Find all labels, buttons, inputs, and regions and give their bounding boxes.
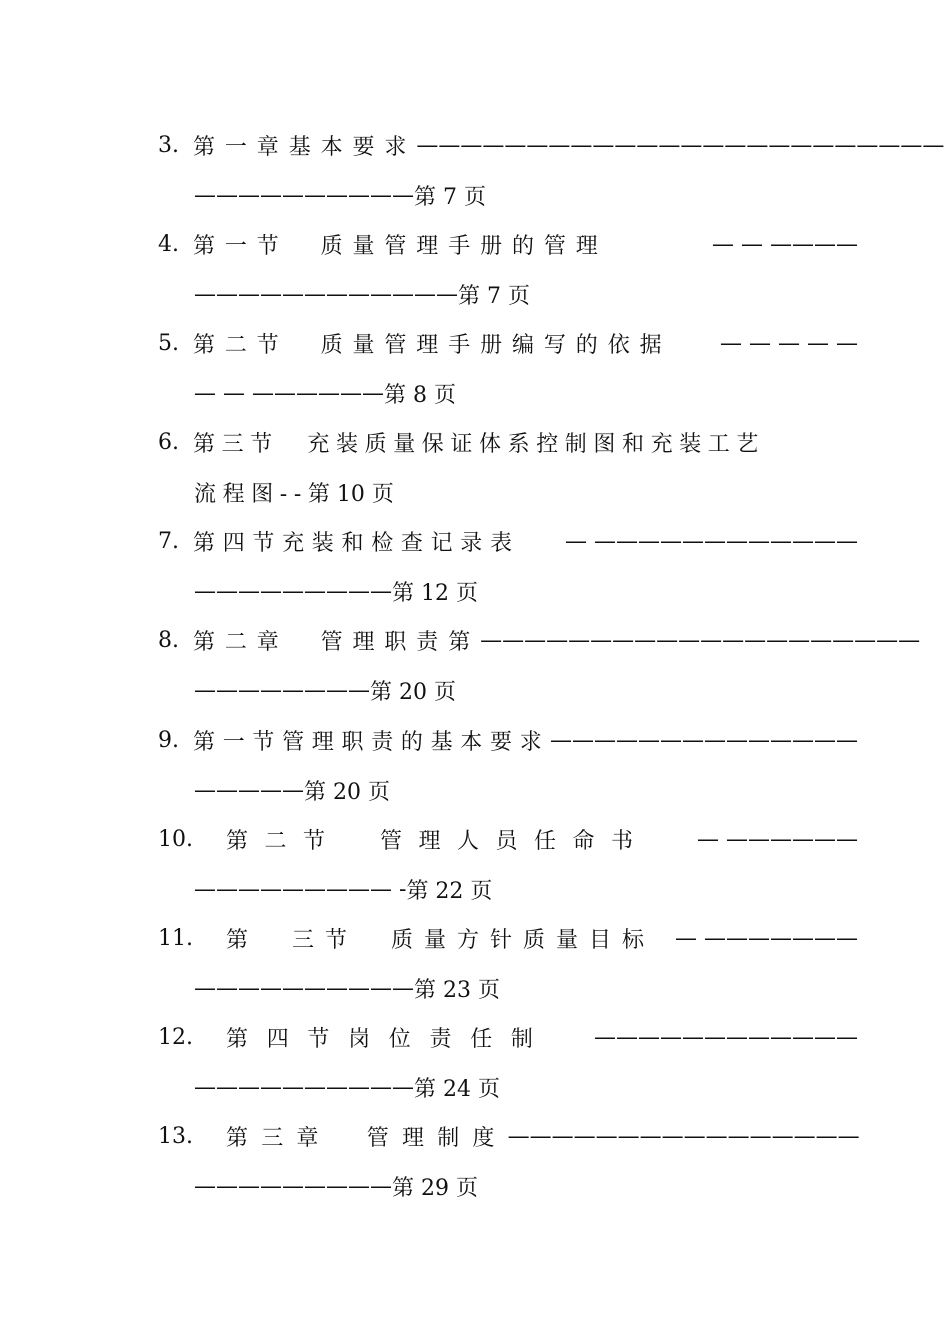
entry-title: 第四节充装和检查记录表: [193, 531, 520, 557]
toc-entry: [158, 919, 858, 1018]
entry-title: 第一节 质量管理手册的管理: [193, 233, 608, 259]
leader-line: ——————————————: [550, 727, 858, 753]
toc-entry: [158, 125, 945, 224]
page-reference: 第 12 页: [392, 581, 478, 607]
leader-line: — — — — —: [720, 330, 858, 356]
leader-line: ——————————: [194, 1075, 414, 1101]
page-reference: 第 7 页: [458, 283, 530, 309]
leader-line: — — ——————: [194, 380, 384, 406]
entry-title: 第三节 充装质量保证体系控制图和充装工艺: [193, 432, 766, 458]
leader-line: ————————: [194, 678, 370, 704]
leader-line: ————————————————————: [480, 628, 921, 654]
leader-line: —————————: [194, 1174, 392, 1200]
leader-line: ————————————————: [507, 1124, 860, 1150]
toc-entry: [158, 224, 858, 323]
toc-entry: [158, 323, 858, 422]
entry-number: 11.: [158, 926, 193, 951]
leader-line: ————————— -: [194, 876, 407, 902]
entry-number: 3.: [158, 132, 179, 158]
page-reference: 第 22 页: [406, 878, 493, 904]
leader-line: ——————————: [194, 976, 414, 1001]
entry-title: 第 三节 质量方针质量目标: [226, 928, 656, 953]
entry-number: 12.: [158, 1025, 193, 1051]
leader-line: — ————————————: [565, 529, 858, 555]
leader-line: — — ————: [712, 231, 858, 257]
toc-entry: [158, 621, 921, 720]
entry-number: 10.: [158, 826, 193, 852]
toc-entry: [158, 720, 858, 819]
leader-line: ————————————: [194, 281, 458, 307]
page-reference: 第 8 页: [384, 382, 456, 408]
page-reference: 第 7 页: [414, 184, 486, 210]
entry-number: 5.: [158, 330, 179, 356]
toc-entry: [158, 1018, 858, 1117]
entry-title: 第二章 管理职责第: [193, 630, 481, 656]
leader-line: — ——————: [697, 826, 858, 852]
page-reference: 第 10 页: [307, 482, 394, 508]
entry-number: 8.: [158, 628, 179, 654]
entry-number: 6.: [158, 430, 179, 456]
leader-line: ————————————: [594, 1025, 858, 1051]
entry-title: 第一节管理职责的基本要求: [193, 729, 550, 755]
page-reference: 第 20 页: [304, 779, 390, 805]
page-reference: 第 20 页: [370, 680, 456, 706]
page-reference: 第 23 页: [414, 978, 500, 1003]
entry-number: 13.: [158, 1124, 193, 1150]
entry-number: 4.: [158, 231, 179, 257]
leader-line: — ———————: [675, 926, 858, 951]
entry-title: 第一章基本要求: [193, 134, 417, 160]
entry-title: 第二节 质量管理手册编写的依据: [193, 332, 672, 358]
entry-title: 第三章 管理制度: [226, 1126, 508, 1152]
entry-title: 第二节 管理人员任命书: [226, 828, 650, 854]
toc-entry: [158, 423, 858, 522]
entry-title: 第四节岗位责任制: [226, 1027, 552, 1053]
leader-line: —————: [194, 777, 304, 803]
toc-entry: [158, 819, 858, 918]
leader-line: ————————————————————————: [416, 132, 945, 158]
entry-number: 7.: [158, 529, 179, 555]
page-reference: 第 24 页: [414, 1077, 500, 1103]
leader-line: ——————————: [194, 182, 414, 208]
table-of-contents: [158, 125, 945, 1216]
page-reference: 第 29 页: [392, 1176, 478, 1202]
entry-title-continued: 流程图--: [194, 482, 308, 508]
leader-line: —————————: [194, 579, 392, 605]
toc-entry: [158, 522, 858, 621]
entry-number: 9.: [158, 727, 179, 753]
toc-entry: [158, 1117, 858, 1216]
